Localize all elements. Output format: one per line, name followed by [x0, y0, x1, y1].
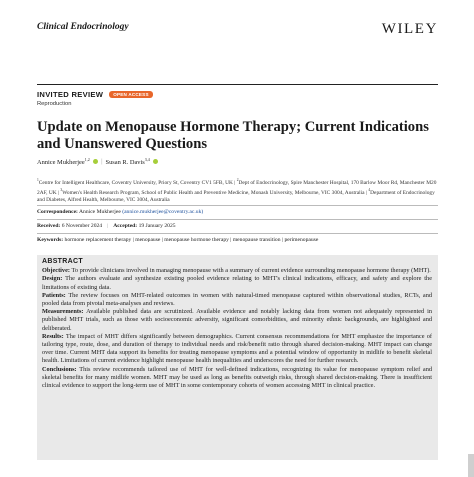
abstract-heading: ABSTRACT	[42, 258, 83, 265]
article-type-label: INVITED REVIEW	[37, 90, 104, 99]
abstract-design: Design: The authors evaluate and synthesize existing pooled evidence relating to MHT's clinical indications, efficacy, and safety and explore the limitations of existing data.	[42, 275, 432, 291]
keywords: Keywords: hormone replacement therapy | menopause | menopause hormone therapy | menopause transition | perimenopause	[37, 237, 319, 243]
article-dates: Received: 6 November 2024 | Accepted: 19 January 2025	[37, 223, 176, 229]
correspondence-email-link[interactable]: (annice.mukherjee@coventry.ac.uk)	[122, 209, 204, 215]
abstract-conclusions: Conclusions: This review recommends tailored use of MHT for well-defined indications, recognizing its value for menopause symptom relief and skeletal benefits for many midlife women. MHT may be used as long as benefits outweigh risks, through shared decision-making. There is insufficient clinical evidence to support the long-term use of MHT in some contemporary cohorts of women accessing MHT in clinical practice.	[42, 365, 432, 390]
section-tag: Reproduction	[37, 101, 72, 107]
article-title: Update on Menopause Hormone Therapy; Current Indications and Unanswered Questions	[37, 119, 429, 152]
orcid-icon[interactable]	[93, 159, 99, 165]
affiliations: $^1$Centre for Intelligent Healthcare, Coventry University, Priory St, Coventry CV1 5FB, UK | $^2$Dept of Endocrinology, Spire Manchester Hospital, 170 Barlow Moor Rd, Manchester M20 2AF, UK | $^3$Women's Health Research Program, School of Public Health and Preventive Medicine, Monash University, Melbourne, VIC 3004, Australia | $^4$Department of Endocrinology and Diabetes, Alfred Health, Melbourne, VIC 3004, Australia	[37, 178, 437, 203]
header-rule	[37, 84, 438, 85]
orcid-icon[interactable]	[153, 159, 159, 165]
divider	[37, 205, 438, 206]
article-type	[37, 90, 153, 99]
abstract-measurements: Measurements: Available published data are scrutinized. Available evidence and notably lacking data from women not adequately represented in published MHT trials, such as those with socioeconomic adversity, significant comorbidities, and minority ethnic backgrounds, are highlighted and deliberated.	[42, 308, 432, 332]
open-access-badge[interactable]: OPEN ACCESS	[109, 91, 152, 98]
journal-name: Clinical Endocrinology	[37, 22, 129, 32]
correspondence: Correspondence: Annice Mukherjee (annice.mukherjee@coventry.ac.uk)	[37, 209, 204, 215]
abstract-objective: Objective: To provide clinicians involved in managing menopause with a summary of current evidence surrounding menopause hormone therapy (MHT).	[42, 267, 431, 275]
author-separator: |	[101, 158, 103, 166]
divider	[37, 233, 438, 234]
scrollbar[interactable]	[468, 454, 474, 477]
keyword-list[interactable]: hormone replacement therapy | menopause | menopause hormone therapy | menopause transition | perimenopause	[64, 237, 319, 243]
author-list	[37, 157, 158, 166]
author-name[interactable]: Annice Mukherjee$^{1,2}$	[37, 157, 90, 167]
abstract-patients: Patients: The review focuses on MHT-related outcomes in women with natural-timed menopause captured within observational studies, RCTs, and pooled data from pivotal meta-analyses and reviews.	[42, 291, 432, 308]
divider	[37, 219, 438, 220]
abstract-box	[37, 255, 438, 460]
abstract-results: Results: The impact of MHT differs significantly between demographics. Current consensus recommendations for MHT emphasize the importance of tailoring type, route, dose, and duration of therapy to individual needs and risk/benefit ratio through shared decision-making. MHT impact can change over time. Current MHT data support its benefits for treating menopause symptoms and a potential window of opportunity in midlife to benefit skeletal health. Limitations of current evidence highlight menopause health inequalities and underscores the need for further research.	[42, 332, 432, 365]
publisher-logo: WILEY	[381, 21, 438, 37]
author-name[interactable]: Susan R. Davis$^{3,4}$	[105, 157, 150, 167]
